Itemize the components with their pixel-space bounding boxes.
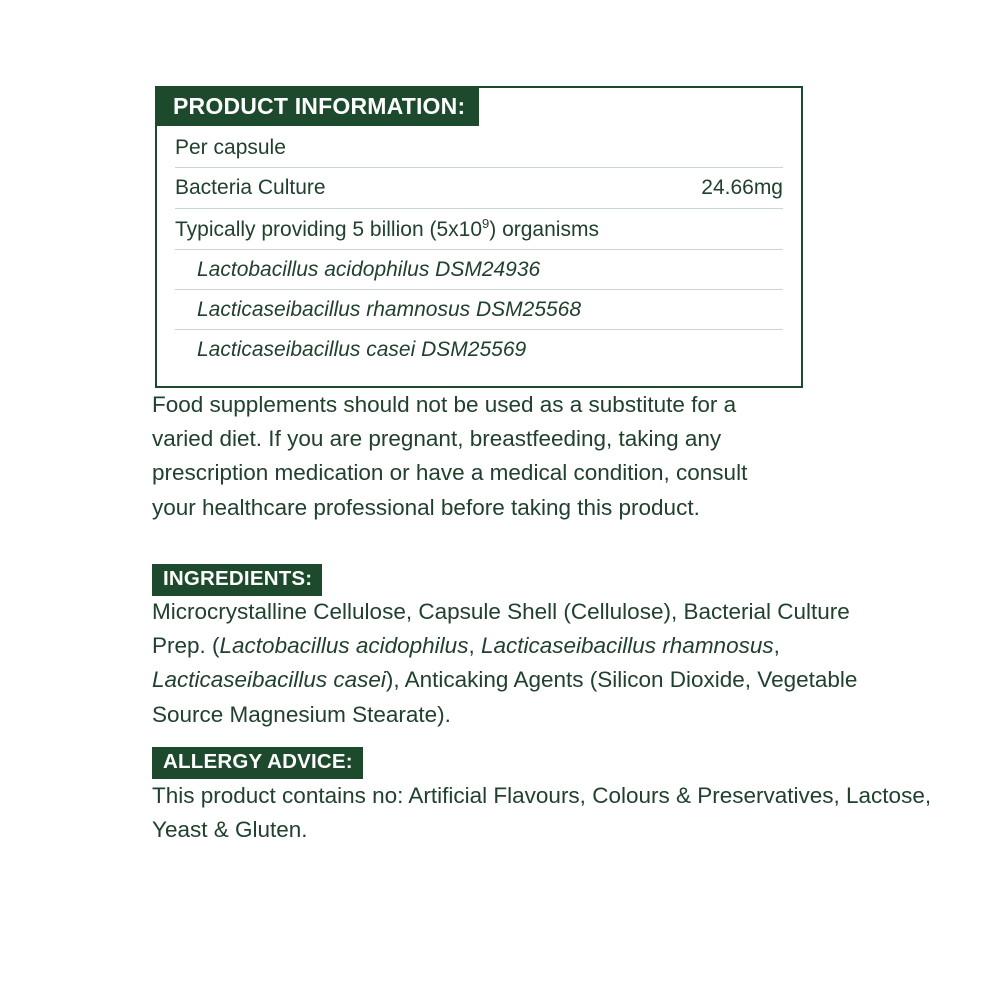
ingredients-strain-1: Lactobacillus acidophilus xyxy=(219,633,469,659)
supplement-disclaimer-text: Food supplements should not be used as a substitute for a varied diet. If you are pregnant, breastfeeding, taking any prescription medication or have a medical condition, consult your healthcare professional before taking this product. xyxy=(152,392,748,520)
strain-label-1: Lactobacillus acidophilus DSM24936 xyxy=(197,257,541,281)
bacteria-culture-label: Bacteria Culture xyxy=(175,176,326,200)
product-information-panel xyxy=(155,86,803,388)
product-information-header: PRODUCT INFORMATION: xyxy=(157,88,479,126)
ingredients-header: INGREDIENTS: xyxy=(152,564,322,596)
ingredients-strain-3: Lacticaseibacillus casei xyxy=(152,667,386,693)
ingredients-text-4: ), Anticaking Agents (Silicon Dioxide, Vegetable Source Magnesium Stearate). xyxy=(152,667,858,727)
ingredients-text-3: , xyxy=(773,633,780,659)
table-row xyxy=(175,330,783,369)
ingredients-text-2: , xyxy=(468,633,481,659)
ingredients-text-1: Microcrystalline Cellulose, Capsule Shell (Cellulose), Bacterial Culture Prep. ( xyxy=(152,599,850,659)
strain-label-3: Lacticaseibacillus casei DSM25569 xyxy=(197,338,527,362)
allergy-advice-body-text: This product contains no: Artificial Flavours, Colours & Preservatives, Lactose, Yeast & Gluten. xyxy=(152,783,932,843)
bacteria-culture-value: 24.66mg xyxy=(701,176,783,200)
table-row-per-capsule xyxy=(175,128,783,168)
strain-label-2: Lacticaseibacillus rhamnosus DSM25568 xyxy=(197,298,582,321)
table-row xyxy=(175,209,783,250)
table-row xyxy=(175,290,783,330)
product-information-table xyxy=(157,126,801,386)
table-row xyxy=(175,168,783,208)
per-capsule-label: Per capsule xyxy=(175,136,286,159)
typical-organisms-label: Typically providing 5 billion $(5x10^9)$ organisms xyxy=(175,215,599,241)
table-row xyxy=(175,250,783,290)
ingredients-body-text xyxy=(152,595,892,732)
allergy-advice-header: ALLERGY ADVICE: xyxy=(152,747,363,779)
ingredients-strain-2: Lacticaseibacillus rhamnosus xyxy=(480,633,774,659)
